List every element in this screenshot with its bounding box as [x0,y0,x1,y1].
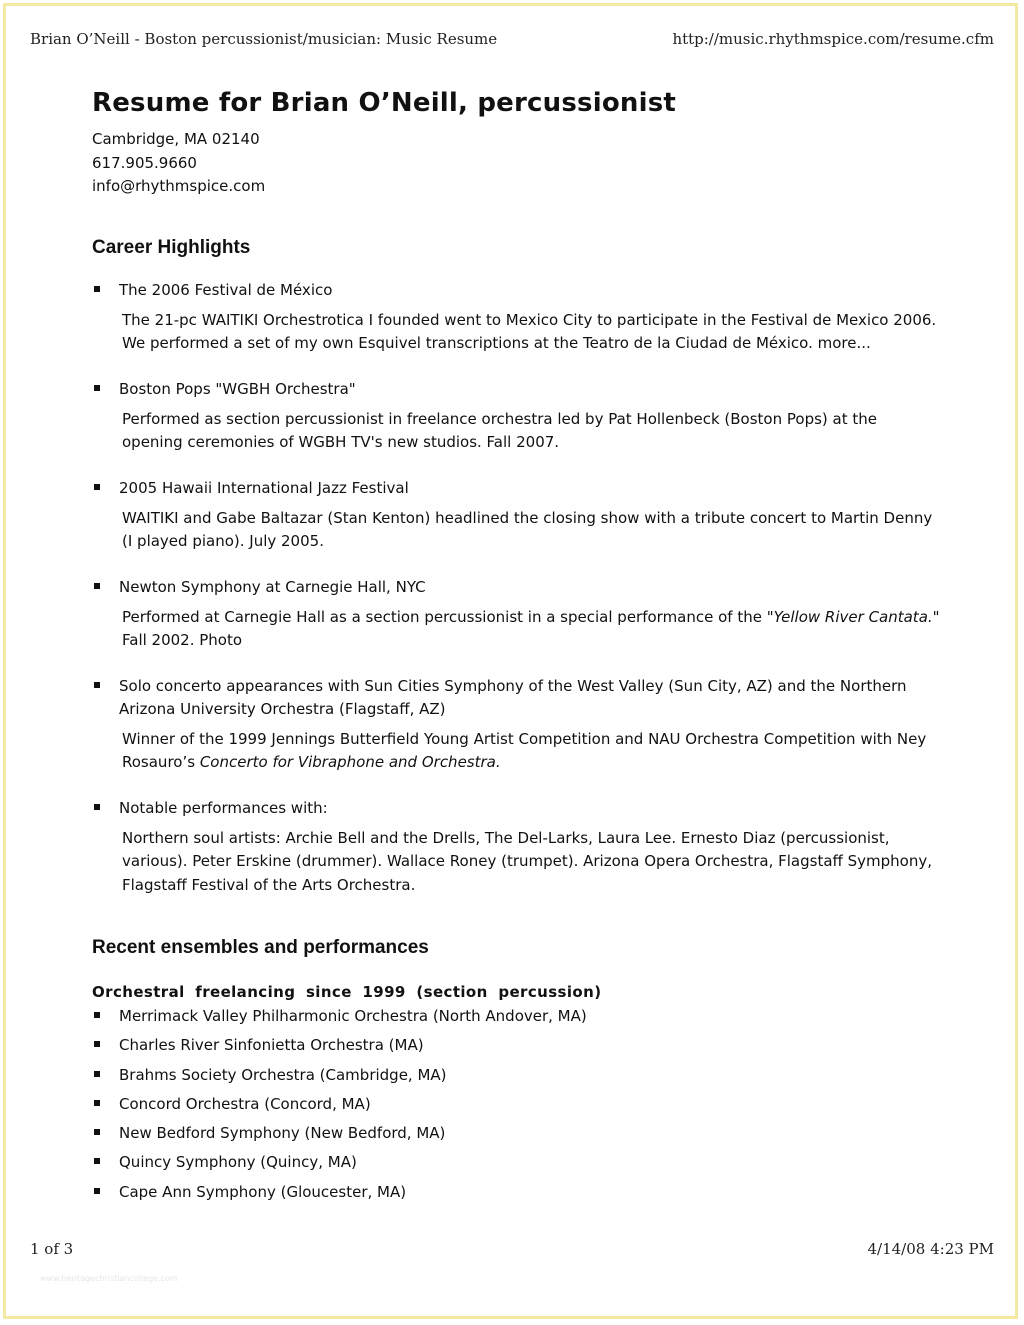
list-item [92,477,942,554]
list-item [92,576,942,653]
highlight-description: WAITIKI and Gabe Baltazar (Stan Kenton) headlined the closing show with a tribute concert to Martin Denny (I played piano). July 2005. [122,508,933,550]
list-item [92,279,942,356]
highlight-title: The 2006 Festival de México [119,280,333,299]
list-item [92,378,942,455]
contact-address: Cambridge, MA 02140 [92,130,260,148]
bullet-icon [94,1012,100,1018]
highlight-title: Newton Symphony at Carnegie Hall, NYC [119,577,426,596]
career-highlights-heading: Career Highlights [92,236,251,258]
list-item [92,1181,942,1210]
contact-email[interactable]: info@rhythmspice.com [92,177,266,195]
list-item [92,675,942,775]
ensemble-name: Quincy Symphony (Quincy, MA) [119,1153,357,1172]
bullet-icon [94,583,100,589]
ensemble-name: Concord Orchestra (Concord, MA) [119,1094,371,1113]
ensemble-name: Charles River Sinfonietta Orchestra (MA) [119,1036,424,1055]
desc-italic-title: Concerto for Vibraphone and Orchestra. [199,753,501,771]
bullet-icon [94,1100,100,1106]
bullet-icon [94,1041,100,1047]
contact-phone: 617.905.9660 [92,153,197,172]
page-number: 1 of 3 [30,1240,74,1258]
ensemble-name: New Bedford Symphony (New Bedford, MA) [119,1124,446,1143]
bullet-icon [94,484,100,490]
print-header-title: Brian O’Neill - Boston percussionist/musician: Music Resume [30,30,498,48]
resume-content [92,88,942,1210]
bullet-icon [94,804,100,810]
highlight-title: Boston Pops "WGBH Orchestra" [119,379,356,398]
list-item [92,1093,942,1122]
list-item [92,1064,942,1093]
highlight-title: Solo concerto appearances with Sun Cities Symphony of the West Valley (Sun City, AZ) and the Northern Arizona University Orchestra (Flagstaff, AZ) [119,676,907,718]
print-header-url[interactable]: http://music.rhythmspice.com/resume.cfm [672,30,994,48]
ensemble-name: Cape Ann Symphony (Gloucester, MA) [119,1182,407,1201]
bullet-icon [94,1188,100,1194]
list-item [92,797,942,898]
ensemble-name: Brahms Society Orchestra (Cambridge, MA) [119,1065,447,1084]
highlight-title: 2005 Hawaii International Jazz Festival [119,478,409,497]
orchestral-freelancing-subheading: Orchestral freelancing since 1999 (section percussion) [92,983,602,1001]
career-highlights-list [92,279,942,898]
bullet-icon [94,1071,100,1077]
bullet-icon [94,286,100,292]
list-item [92,1151,942,1180]
bullet-icon [94,385,100,391]
highlight-description: Performed as section percussionist in freelance orchestra led by Pat Hollenbeck (Boston Pops) at the opening ceremonies of WGBH TV's new studios. Fall 2007. [122,409,877,451]
recent-ensembles-heading: Recent ensembles and performances [92,937,429,958]
desc-text: " Fall 2002. Photo [122,607,940,649]
highlight-description: The 21-pc WAITIKI Orchestrotica I founded went to Mexico City to participate in the Festival de Mexico 2006. We performed a set of my own Esquivel transcriptions at the Teatro de la Ciudad de México. more... [122,310,937,352]
highlight-description [119,606,942,653]
list-item [92,1122,942,1151]
highlight-title: Notable performances with: [119,798,328,817]
bullet-icon [94,1158,100,1164]
list-item [92,1005,942,1034]
ensembles-list [92,1005,942,1210]
highlight-description: Northern soul artists: Archie Bell and the Drells, The Del-Larks, Laura Lee. Ernesto Diaz (percussionist, various). Peter Erskine (drummer). Wallace Roney (trumpet). Arizona Opera Orchestra, Flagstaff Symphony, Flagstaff Festival of the Arts Orchestra. [122,828,933,894]
print-timestamp: 4/14/08 4:23 PM [867,1240,994,1258]
ensemble-name: Merrimack Valley Philharmonic Orchestra (North Andover, MA) [119,1007,587,1025]
desc-text: Performed at Carnegie Hall as a section percussionist in a special performance of the " [122,607,774,626]
page-title: Resume for Brian O’Neill, percussionist [92,88,677,118]
desc-italic-title: Yellow River Cantata. [773,607,933,626]
bullet-icon [94,682,100,688]
bullet-icon [94,1129,100,1135]
desc-text: Winner of the 1999 Jennings Butterfield Young Artist Competition and NAU Orchestra Competition with Ney Rosauro’s [122,729,927,771]
watermark-text: www.heritagechristiancollege.com [40,1274,178,1283]
highlight-description [119,728,942,775]
list-item [92,1034,942,1063]
contact-block [92,128,942,199]
